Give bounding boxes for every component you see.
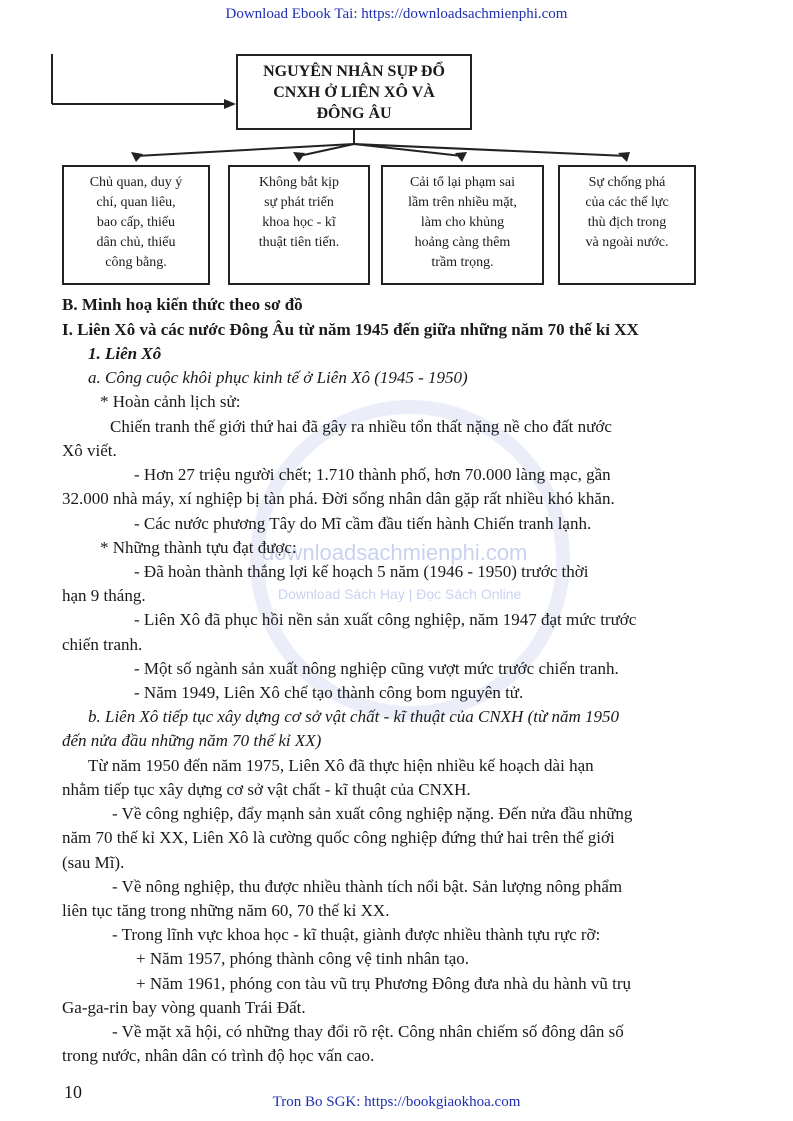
paragraph-line: trong nước, nhân dân có trình độ học vấn cao. xyxy=(62,1046,375,1065)
paragraph-line: - Đã hoàn thành thắng lợi kế hoạch 5 năm (1946 - 1950) trước thời xyxy=(134,562,589,581)
paragraph-line: - Về mặt xã hội, có những thay đổi rõ rệt. Công nhân chiếm số đông dân số xyxy=(112,1022,624,1041)
cause-line: Không bắt kịp xyxy=(258,175,340,190)
paragraph-line: * Những thành tựu đạt được: xyxy=(100,538,297,557)
cause-box-technology xyxy=(228,165,370,285)
paragraph-line: - Liên Xô đã phục hồi nền sản xuất công nghiệp, năm 1947 đạt mức trước xyxy=(134,610,637,629)
section-heading-i: I. Liên Xô và các nước Đông Âu từ năm 1945 đến giữa những năm 70 thế kỉ XX xyxy=(62,320,639,339)
cause-line: lầm trên nhiều mặt, xyxy=(408,195,517,210)
cause-line: hoảng càng thêm xyxy=(414,235,511,250)
paragraph-line: Chiến tranh thế giới thứ hai đã gây ra nhiều tổn thất nặng nề cho đất nước xyxy=(110,417,612,436)
paragraph-line: - Các nước phương Tây do Mĩ cầm đầu tiến hành Chiến tranh lạnh. xyxy=(134,514,592,533)
paragraph-line: năm 70 thế kỉ XX, Liên Xô là cường quốc công nghiệp đứng thứ hai trên thế giới xyxy=(62,828,615,847)
cause-line: trầm trọng. xyxy=(431,255,494,270)
paragraph-line: - Về nông nghiệp, thu được nhiều thành tích nổi bật. Sản lượng nông phẩm xyxy=(112,877,623,896)
paragraph-line: (sau Mĩ). xyxy=(62,853,125,872)
cause-line: làm cho khủng xyxy=(420,215,505,230)
paragraph-line: * Hoàn cảnh lịch sử: xyxy=(100,392,241,411)
paragraph-line: - Năm 1949, Liên Xô chế tạo thành công bom nguyên tử. xyxy=(134,683,524,702)
cause-line: Cải tổ lại phạm sai xyxy=(410,175,515,190)
cause-line: sự phát triển xyxy=(264,195,334,210)
paragraph-line: - Một số ngành sản xuất nông nghiệp cũng vượt mức trước chiến tranh. xyxy=(134,659,619,678)
cause-box-reform xyxy=(381,165,544,285)
page-number: 10 xyxy=(64,1082,82,1102)
cause-line: chí, quan liêu, xyxy=(96,195,176,210)
header-link[interactable]: Download Ebook Tai: https://downloadsachmienphi.com xyxy=(225,6,568,22)
paragraph-line: liên tục tăng trong những năm 60, 70 thế kỉ XX. xyxy=(62,901,390,920)
paragraph-line: + Năm 1961, phóng con tàu vũ trụ Phương Đông đưa nhà du hành vũ trụ xyxy=(136,974,632,993)
diagram-title-line: ĐÔNG ÂU xyxy=(316,105,392,122)
paragraph-line: Xô viết. xyxy=(62,441,117,460)
watermark-subtext: Download Sách Hay | Đọc Sách Online xyxy=(278,586,522,602)
paragraph-line: Từ năm 1950 đến năm 1975, Liên Xô đã thực hiện nhiều kế hoạch dài hạn xyxy=(88,756,594,775)
subheading-b-cont: đến nửa đầu những năm 70 thế kỉ XX) xyxy=(62,731,322,750)
cause-line: thù địch trong xyxy=(587,215,667,230)
paragraph-line: 32.000 nhà máy, xí nghiệp bị tàn phá. Đời sống nhân dân gặp rất nhiều khó khăn. xyxy=(62,489,615,508)
diagram-title-line: CNXH Ở LIÊN XÔ VÀ xyxy=(273,84,435,101)
diagram-title-line: NGUYÊN NHÂN SỤP ĐỔ xyxy=(263,63,445,80)
footer-link[interactable]: Tron Bo SGK: https://bookgiaokhoa.com xyxy=(272,1094,521,1110)
subheading-a: a. Công cuộc khôi phục kinh tế ở Liên Xô (1945 - 1950) xyxy=(88,368,468,387)
cause-line: Chủ quan, duy ý xyxy=(89,175,183,190)
section-heading-b: B. Minh hoạ kiến thức theo sơ đồ xyxy=(62,295,303,314)
cause-line: khoa học - kĩ xyxy=(262,215,336,230)
paragraph-line: chiến tranh. xyxy=(62,635,143,654)
paragraph-line: - Trong lĩnh vực khoa học - kĩ thuật, giành được nhiều thành tựu rực rỡ: xyxy=(112,925,601,944)
diagram-title-box xyxy=(236,54,472,130)
paragraph-line: - Hơn 27 triệu người chết; 1.710 thành phố, hơn 70.000 làng mạc, gần xyxy=(134,465,611,484)
cause-line: Sự chống phá xyxy=(588,175,666,190)
cause-box-subjective xyxy=(62,165,210,285)
paragraph-line: + Năm 1957, phóng thành công vệ tinh nhân tạo. xyxy=(136,949,470,968)
cause-line: công bằng. xyxy=(105,255,167,270)
watermark-text: downloadsachmienphi.com xyxy=(262,540,528,565)
paragraph-line: nhằm tiếp tục xây dựng cơ sở vật chất - kĩ thuật của CNXH. xyxy=(62,780,471,799)
paragraph-line: - Về công nghiệp, đẩy mạnh sản xuất công nghiệp nặng. Đến nửa đầu những xyxy=(112,804,633,823)
cause-line: và ngoài nước. xyxy=(585,235,669,250)
cause-line: của các thế lực xyxy=(585,195,669,210)
subheading-b: b. Liên Xô tiếp tục xây dựng cơ sở vật chất - kĩ thuật của CNXH (từ năm 1950 xyxy=(88,707,620,726)
cause-line: bao cấp, thiếu xyxy=(96,215,176,230)
paragraph-line: hạn 9 tháng. xyxy=(62,586,146,605)
cause-box-hostile-forces xyxy=(558,165,696,285)
paragraph-line: Ga-ga-rin bay vòng quanh Trái Đất. xyxy=(62,998,306,1017)
cause-line: dân chủ, thiếu xyxy=(96,235,176,250)
cause-line: thuật tiên tiến. xyxy=(258,235,340,250)
subheading-lien-xo: 1. Liên Xô xyxy=(88,344,162,363)
